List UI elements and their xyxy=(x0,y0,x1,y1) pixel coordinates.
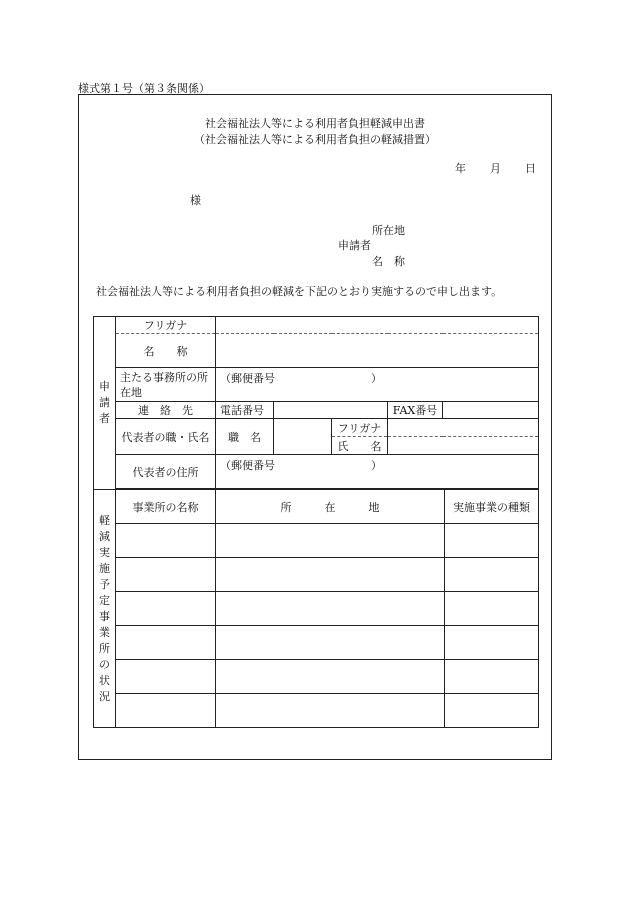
office-name-cell[interactable] xyxy=(116,592,216,626)
applicant-side-label: 申 請 者 xyxy=(94,317,116,490)
col-office-name: 事業所の名称 xyxy=(116,490,216,524)
phone-field[interactable] xyxy=(274,402,388,419)
office-row xyxy=(94,524,539,558)
document-title: 社会福祉法人等による利用者負担軽減申出書 xyxy=(205,117,425,130)
rep-postal-open: （郵便番号 xyxy=(220,459,275,472)
form-number-label: 様式第１号（第３条関係） xyxy=(78,82,210,95)
postal-open: （郵便番号 xyxy=(220,372,275,385)
service-type-cell[interactable] xyxy=(445,558,539,592)
rep-postal-close: ） xyxy=(371,459,382,472)
date-day-label: 日 xyxy=(525,162,536,175)
office-name-cell[interactable] xyxy=(116,524,216,558)
phone-label: 電話番号 xyxy=(216,402,274,419)
rep-address-label: 代表者の住所 xyxy=(116,455,216,489)
rep-title-name-label: 代表者の職・氏名 xyxy=(116,419,216,455)
main-office-field[interactable] xyxy=(216,368,539,402)
service-type-cell[interactable] xyxy=(445,660,539,694)
document-subtitle: （社会福祉法人等による利用者負担の軽減措置） xyxy=(194,133,436,146)
name-field[interactable] xyxy=(216,334,539,368)
office-name-cell[interactable] xyxy=(116,626,216,660)
rep-name-label: 氏 名 xyxy=(332,437,388,455)
service-type-cell[interactable] xyxy=(445,524,539,558)
office-name-cell[interactable] xyxy=(116,558,216,592)
date-month-label: 月 xyxy=(490,162,501,175)
location-cell[interactable] xyxy=(216,626,445,660)
service-type-cell[interactable] xyxy=(445,694,539,728)
fax-field[interactable] xyxy=(443,402,539,419)
rep-address-field[interactable] xyxy=(216,455,539,489)
office-name-cell[interactable] xyxy=(116,660,216,694)
applicant-table xyxy=(93,316,539,490)
position-field[interactable] xyxy=(274,419,332,455)
fax-label: FAX番号 xyxy=(388,402,443,419)
service-type-cell[interactable] xyxy=(445,592,539,626)
office-row xyxy=(94,558,539,592)
service-type-cell[interactable] xyxy=(445,626,539,660)
rep-name-field[interactable] xyxy=(388,437,539,455)
location-cell[interactable] xyxy=(216,524,445,558)
office-status-table xyxy=(93,489,539,728)
office-name-cell[interactable] xyxy=(116,694,216,728)
location-cell[interactable] xyxy=(216,660,445,694)
office-row xyxy=(94,626,539,660)
rep-furigana-field[interactable] xyxy=(388,419,539,437)
furigana-label: フリガナ xyxy=(116,317,216,334)
location-cell[interactable] xyxy=(216,558,445,592)
furigana-field[interactable] xyxy=(216,317,539,334)
location-cell[interactable] xyxy=(216,694,445,728)
main-office-label: 主たる事務所の所在地 xyxy=(116,368,216,402)
office-row xyxy=(94,660,539,694)
contact-label: 連 絡 先 xyxy=(116,402,216,419)
location-cell[interactable] xyxy=(216,592,445,626)
rep-furigana-label: フリガナ xyxy=(332,419,388,437)
date-year-label: 年 xyxy=(455,162,466,175)
position-label: 職 名 xyxy=(216,419,274,455)
applicant-label: 申請者 xyxy=(338,239,371,252)
col-location: 所 在 地 xyxy=(216,490,445,524)
statement-text: 社会福祉法人等による利用者負担の軽減を下記のとおり実施するので申し出ます。 xyxy=(96,285,503,298)
applicant-address-label: 所在地 xyxy=(372,224,405,237)
name-label: 名 称 xyxy=(116,334,216,368)
addressee-suffix: 様 xyxy=(190,194,201,207)
col-service-type: 実施事業の種類 xyxy=(445,490,539,524)
postal-close: ） xyxy=(371,372,382,385)
office-row xyxy=(94,592,539,626)
applicant-name-label: 名 称 xyxy=(372,255,405,268)
office-status-side-label: 軽 減 実 施 予 定 事 業 所 の 状 況 xyxy=(94,490,116,728)
office-row xyxy=(94,694,539,728)
